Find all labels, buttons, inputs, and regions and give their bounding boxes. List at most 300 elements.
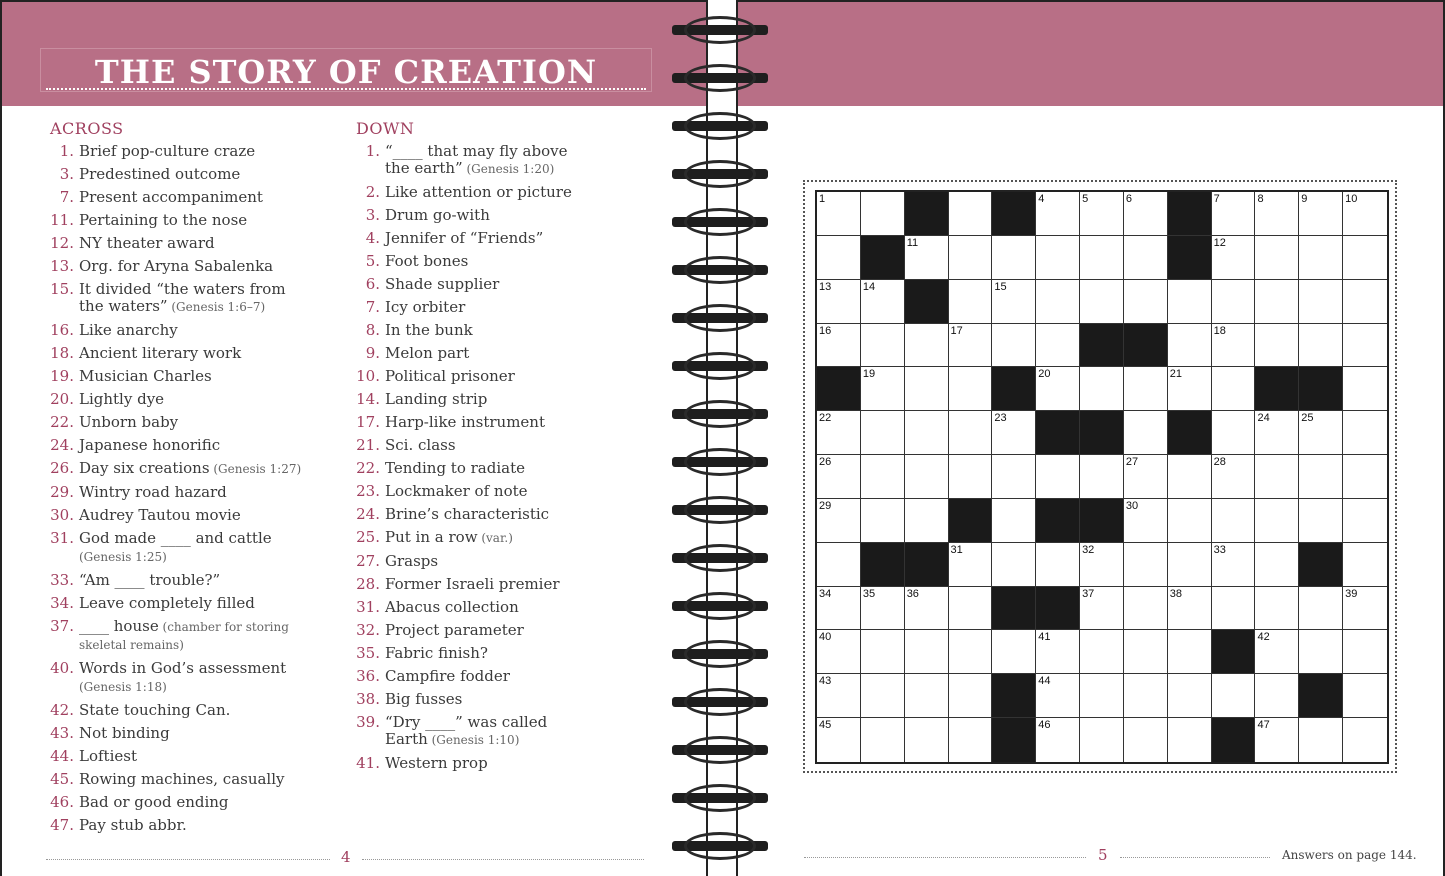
grid-cell[interactable]: [1343, 718, 1387, 762]
clue-body: Bad or good ending: [79, 793, 229, 811]
spiral-ring: [672, 454, 768, 470]
page-number-right: 5: [1098, 846, 1108, 864]
clue-number: 41.: [356, 754, 380, 772]
clue-text: [385, 391, 587, 408]
grid-cell[interactable]: [1168, 455, 1212, 499]
grid-cell[interactable]: [949, 192, 993, 236]
clue-body: It divided “the waters from the waters”: [79, 280, 286, 315]
down-clue: [352, 391, 587, 408]
grid-cell[interactable]: [1212, 543, 1256, 587]
cell-number: 33: [1213, 543, 1226, 556]
grid-cell[interactable]: [1036, 674, 1080, 718]
grid-cell[interactable]: [1343, 236, 1387, 280]
clue-text: [385, 553, 587, 570]
grid-cell[interactable]: [949, 411, 993, 455]
grid-cell-black: [817, 367, 861, 411]
clue-text: [79, 258, 306, 275]
grid-cell[interactable]: [949, 236, 993, 280]
grid-cell-black: [861, 543, 905, 587]
cell-number: 6: [1125, 193, 1133, 205]
cell-number: 44: [1038, 675, 1051, 688]
clue-text: [79, 595, 306, 612]
spiral-ring: [672, 790, 768, 806]
grid-cell[interactable]: [949, 718, 993, 762]
clue-text: [79, 166, 306, 183]
clue-number: 24.: [356, 505, 380, 523]
clue-text: [79, 794, 306, 811]
cell-number: 39: [1345, 587, 1358, 600]
grid-cell[interactable]: [861, 674, 905, 718]
spiral-ring: [672, 22, 768, 38]
grid-cell[interactable]: [1036, 718, 1080, 762]
grid-cell[interactable]: [992, 543, 1036, 587]
across-clue: [46, 258, 306, 275]
cell-number: 16: [819, 324, 832, 337]
across-clue: [46, 530, 306, 566]
grid-cell[interactable]: [861, 324, 905, 368]
grid-cell-black: [905, 280, 949, 324]
across-clue: [46, 618, 306, 654]
cell-number: 34: [819, 587, 832, 600]
across-clue: [46, 572, 306, 589]
grid-cell[interactable]: [1255, 455, 1299, 499]
across-clue: [46, 166, 306, 183]
cell-number: 26: [819, 456, 832, 469]
grid-cell[interactable]: [1212, 367, 1256, 411]
grid-cell[interactable]: [1343, 192, 1387, 236]
clue-number: 27.: [356, 552, 380, 570]
down-clue: [352, 253, 587, 270]
grid-cell[interactable]: [817, 674, 861, 718]
grid-cell[interactable]: [1212, 411, 1256, 455]
grid-cell[interactable]: [1299, 499, 1343, 543]
clue-number: 23.: [356, 482, 380, 500]
grid-cell[interactable]: [1124, 192, 1168, 236]
clue-number: 36.: [356, 667, 380, 685]
spiral-ring-loop: [684, 208, 756, 236]
grid-cell[interactable]: [1343, 455, 1387, 499]
grid-cell[interactable]: [1212, 324, 1256, 368]
clue-number: 7.: [59, 188, 74, 206]
cell-number: 23: [994, 412, 1007, 425]
clue-body: Lockmaker of note: [385, 482, 528, 500]
grid-cell[interactable]: [949, 587, 993, 631]
spiral-ring: [672, 694, 768, 710]
clue-body: Wintry road hazard: [79, 483, 227, 501]
cell-number: 24: [1257, 412, 1270, 425]
grid-cell[interactable]: [1124, 543, 1168, 587]
grid-cell[interactable]: [817, 455, 861, 499]
grid-cell[interactable]: [1168, 674, 1212, 718]
grid-cell[interactable]: [1343, 630, 1387, 674]
clue-body: In the bunk: [385, 321, 473, 339]
clue-body: Audrey Tautou movie: [79, 506, 241, 524]
clue-text: [385, 322, 587, 339]
grid-cell[interactable]: [1036, 192, 1080, 236]
grid-cell[interactable]: [1168, 367, 1212, 411]
cell-number: 46: [1038, 719, 1051, 732]
grid-cell[interactable]: [1343, 367, 1387, 411]
grid-cell[interactable]: [905, 630, 949, 674]
clue-number: 20.: [50, 390, 74, 408]
grid-cell-black: [1168, 411, 1212, 455]
grid-cell[interactable]: [905, 236, 949, 280]
clue-body: Sci. class: [385, 436, 456, 454]
spiral-ring: [672, 502, 768, 518]
grid-cell[interactable]: [905, 411, 949, 455]
across-clue-list: [46, 143, 306, 840]
grid-cell[interactable]: [861, 587, 905, 631]
spiral-ring-loop: [684, 736, 756, 764]
clue-number: 31.: [356, 598, 380, 616]
grid-cell[interactable]: [992, 236, 1036, 280]
grid-cell[interactable]: [949, 280, 993, 324]
footer-rule-right-2: [1120, 857, 1270, 858]
clue-text: [79, 235, 306, 252]
clue-text: [79, 748, 306, 765]
grid-cell[interactable]: [1299, 192, 1343, 236]
answers-note: Answers on page 144.: [1282, 848, 1417, 862]
clue-body: Campfire fodder: [385, 667, 510, 685]
clue-text: [79, 572, 306, 589]
grid-cell[interactable]: [905, 587, 949, 631]
grid-cell[interactable]: [1124, 587, 1168, 631]
down-clue: [352, 276, 587, 293]
clue-number: 6.: [365, 275, 380, 293]
down-clue: [352, 529, 587, 547]
grid-cell-black: [1255, 367, 1299, 411]
grid-cell[interactable]: [1036, 543, 1080, 587]
grid-cell[interactable]: [1255, 192, 1299, 236]
grid-cell[interactable]: [1255, 411, 1299, 455]
grid-cell[interactable]: [1080, 236, 1124, 280]
grid-cell[interactable]: [1255, 324, 1299, 368]
grid-cell[interactable]: [1343, 324, 1387, 368]
grid-cell[interactable]: [1299, 587, 1343, 631]
clue-reference: (Genesis 1:20): [462, 162, 555, 176]
cell-number: 29: [819, 499, 832, 512]
grid-cell[interactable]: [1124, 674, 1168, 718]
spiral-ring: [672, 550, 768, 566]
grid-cell[interactable]: [1168, 324, 1212, 368]
page-title: THE STORY OF CREATION: [94, 53, 598, 91]
clue-body: “____ that may fly above the earth”: [385, 142, 568, 177]
clue-body: Pay stub abbr.: [79, 816, 187, 834]
grid-cell[interactable]: [1124, 367, 1168, 411]
down-clue: [352, 230, 587, 247]
cell-number: 7: [1213, 193, 1220, 205]
grid-cell[interactable]: [949, 630, 993, 674]
grid-cell[interactable]: [1343, 674, 1387, 718]
cell-number: 25: [1301, 412, 1314, 425]
grid-cell[interactable]: [1168, 718, 1212, 762]
clue-number: 13.: [50, 257, 74, 275]
grid-cell[interactable]: [817, 543, 861, 587]
clue-body: Words in God’s assessment: [79, 659, 287, 677]
grid-cell[interactable]: [1080, 630, 1124, 674]
grid-cell[interactable]: [1124, 499, 1168, 543]
grid-cell[interactable]: [992, 280, 1036, 324]
down-clue: [352, 483, 587, 500]
grid-cell[interactable]: [1255, 280, 1299, 324]
cell-number: 8: [1257, 193, 1264, 205]
grid-cell[interactable]: [1036, 630, 1080, 674]
grid-cell[interactable]: [1036, 324, 1080, 368]
grid-cell[interactable]: [817, 630, 861, 674]
grid-cell[interactable]: [1036, 455, 1080, 499]
clue-text: [385, 345, 587, 362]
clue-reference: (var.): [477, 531, 513, 545]
spiral-ring-loop: [684, 592, 756, 620]
grid-cell-black: [1299, 367, 1343, 411]
grid-cell[interactable]: [905, 674, 949, 718]
grid-cell[interactable]: [1343, 499, 1387, 543]
grid-cell[interactable]: [817, 411, 861, 455]
grid-cell[interactable]: [1212, 236, 1256, 280]
grid-cell[interactable]: [817, 192, 861, 236]
clue-number: 30.: [50, 506, 74, 524]
grid-cell[interactable]: [905, 324, 949, 368]
clue-body: Harp-like instrument: [385, 413, 545, 431]
grid-cell[interactable]: [1124, 280, 1168, 324]
clue-text: [79, 281, 306, 316]
grid-cell[interactable]: [861, 192, 905, 236]
clue-text: [79, 507, 306, 524]
cell-number: 32: [1082, 543, 1095, 556]
down-clue: [352, 553, 587, 570]
grid-cell[interactable]: [1212, 280, 1256, 324]
clue-body: Predestined outcome: [79, 165, 241, 183]
grid-cell-black: [861, 236, 905, 280]
clue-body: Grasps: [385, 552, 439, 570]
grid-cell[interactable]: [1299, 236, 1343, 280]
grid-cell[interactable]: [1168, 280, 1212, 324]
clue-body: Unborn baby: [79, 413, 179, 431]
grid-cell[interactable]: [1255, 630, 1299, 674]
clue-text: [79, 437, 306, 454]
across-clue: [46, 437, 306, 454]
grid-cell[interactable]: [1255, 718, 1299, 762]
grid-cell-black: [1212, 718, 1256, 762]
grid-cell[interactable]: [1080, 367, 1124, 411]
grid-cell[interactable]: [1168, 543, 1212, 587]
clue-number: 37.: [50, 617, 74, 635]
down-clue: [352, 207, 587, 224]
cell-number: 20: [1038, 368, 1051, 381]
clue-number: 5.: [365, 252, 380, 270]
grid-cell[interactable]: [1299, 280, 1343, 324]
cell-number: 14: [862, 280, 876, 293]
grid-cell-black: [905, 543, 949, 587]
clue-text: [385, 755, 587, 772]
grid-cell[interactable]: [817, 587, 861, 631]
grid-cell[interactable]: [1168, 587, 1212, 631]
down-clue: [352, 414, 587, 431]
grid-cell[interactable]: [1299, 455, 1343, 499]
grid-cell[interactable]: [1212, 499, 1256, 543]
clue-number: 40.: [50, 659, 74, 677]
clue-number: 10.: [356, 367, 380, 385]
grid-cell[interactable]: [949, 543, 993, 587]
grid-cell[interactable]: [861, 630, 905, 674]
clue-body: Pertaining to the nose: [79, 211, 248, 229]
grid-cell[interactable]: [1124, 411, 1168, 455]
grid-cell-black: [1168, 192, 1212, 236]
grid-cell[interactable]: [1212, 192, 1256, 236]
spiral-ring: [672, 262, 768, 278]
grid-cell[interactable]: [1212, 587, 1256, 631]
grid-cell[interactable]: [861, 499, 905, 543]
clue-body: Tending to radiate: [385, 459, 525, 477]
clue-text: [385, 668, 587, 685]
grid-cell[interactable]: [1080, 192, 1124, 236]
clue-body: Brine’s characteristic: [385, 505, 550, 523]
clue-text: [79, 322, 306, 339]
grid-cell[interactable]: [992, 630, 1036, 674]
across-clue: [46, 702, 306, 719]
clue-number: 18.: [50, 344, 74, 362]
across-clue: [46, 660, 306, 696]
down-clue: [352, 345, 587, 362]
grid-cell[interactable]: [1036, 280, 1080, 324]
cell-number: 22: [819, 412, 832, 425]
cell-number: 40: [819, 631, 832, 644]
clue-text: [79, 817, 306, 834]
grid-cell[interactable]: [1124, 236, 1168, 280]
grid-cell[interactable]: [817, 324, 861, 368]
clue-body: NY theater award: [79, 234, 215, 252]
clue-number: 1.: [365, 142, 380, 160]
grid-cell[interactable]: [905, 718, 949, 762]
grid-cell[interactable]: [1255, 587, 1299, 631]
clue-number: 16.: [50, 321, 74, 339]
grid-cell[interactable]: [992, 411, 1036, 455]
grid-cell[interactable]: [1299, 324, 1343, 368]
clue-body: Shade supplier: [385, 275, 500, 293]
grid-cell[interactable]: [949, 367, 993, 411]
cell-number: 37: [1082, 587, 1095, 600]
across-clue: [46, 143, 306, 160]
grid-cell[interactable]: [992, 455, 1036, 499]
grid-cell[interactable]: [1080, 718, 1124, 762]
grid-cell[interactable]: [1255, 674, 1299, 718]
grid-cell[interactable]: [1212, 674, 1256, 718]
grid-cell[interactable]: [949, 455, 993, 499]
grid-cell-black: [1080, 324, 1124, 368]
grid-cell[interactable]: [905, 455, 949, 499]
grid-cell[interactable]: [1080, 587, 1124, 631]
clue-body: “Am ____ trouble?”: [79, 571, 221, 589]
clue-text: [385, 368, 587, 385]
clue-text: [79, 484, 306, 501]
spiral-ring: [672, 310, 768, 326]
grid-cell-black: [1080, 499, 1124, 543]
grid-cell[interactable]: [1255, 499, 1299, 543]
grid-cell[interactable]: [1080, 280, 1124, 324]
spiral-ring-loop: [684, 448, 756, 476]
grid-cell[interactable]: [1343, 411, 1387, 455]
grid-cell[interactable]: [905, 499, 949, 543]
grid-cell[interactable]: [1124, 718, 1168, 762]
across-clue: [46, 391, 306, 408]
grid-cell[interactable]: [1036, 236, 1080, 280]
grid-cell-black: [1299, 543, 1343, 587]
grid-cell[interactable]: [817, 236, 861, 280]
grid-cell[interactable]: [1124, 455, 1168, 499]
grid-cell[interactable]: [1080, 455, 1124, 499]
clue-number: 39.: [356, 713, 380, 731]
down-clue: [352, 184, 587, 201]
grid-cell[interactable]: [1299, 411, 1343, 455]
grid-cell[interactable]: [861, 455, 905, 499]
grid-cell[interactable]: [1343, 543, 1387, 587]
clue-body: Former Israeli premier: [385, 575, 560, 593]
grid-cell[interactable]: [1255, 543, 1299, 587]
clue-body: Put in a row: [385, 528, 478, 546]
grid-cell[interactable]: [1343, 587, 1387, 631]
grid-cell[interactable]: [861, 411, 905, 455]
grid-cell[interactable]: [861, 280, 905, 324]
clue-body: Org. for Aryna Sabalenka: [79, 257, 274, 275]
grid-cell[interactable]: [1168, 499, 1212, 543]
clue-reference: (chamber for storing skeletal remains): [79, 620, 289, 652]
grid-cell[interactable]: [992, 499, 1036, 543]
grid-cell[interactable]: [1124, 630, 1168, 674]
grid-cell[interactable]: [1299, 630, 1343, 674]
clue-text: [79, 189, 306, 206]
grid-cell[interactable]: [861, 367, 905, 411]
grid-cell[interactable]: [949, 324, 993, 368]
spiral-ring-loop: [684, 352, 756, 380]
grid-cell[interactable]: [949, 674, 993, 718]
down-clue: [352, 437, 587, 454]
grid-cell[interactable]: [861, 718, 905, 762]
grid-cell[interactable]: [817, 718, 861, 762]
grid-cell[interactable]: [1080, 543, 1124, 587]
clue-body: Leave completely filled: [79, 594, 255, 612]
clue-number: 33.: [50, 571, 74, 589]
clue-number: 11.: [50, 211, 74, 229]
clue-text: [385, 691, 587, 708]
down-clue-list: [352, 143, 587, 778]
cell-number: 17: [950, 324, 963, 337]
clue-number: 15.: [50, 280, 74, 298]
grid-cell[interactable]: [1255, 236, 1299, 280]
clue-number: 38.: [356, 690, 380, 708]
grid-cell[interactable]: [905, 367, 949, 411]
grid-cell-black: [1036, 587, 1080, 631]
grid-cell[interactable]: [1168, 630, 1212, 674]
grid-cell[interactable]: [817, 499, 861, 543]
grid-cell[interactable]: [1212, 455, 1256, 499]
spiral-ring-loop: [684, 112, 756, 140]
spiral-ring-loop: [684, 256, 756, 284]
grid-cell[interactable]: [1299, 718, 1343, 762]
clue-number: 7.: [365, 298, 380, 316]
grid-cell[interactable]: [1036, 367, 1080, 411]
cell-number: 28: [1213, 456, 1226, 469]
cell-number: 5: [1082, 193, 1089, 205]
clue-number: 35.: [356, 644, 380, 662]
clue-body: Lightly dye: [79, 390, 165, 408]
footer-rule-right: [804, 857, 1086, 858]
grid-cell[interactable]: [1343, 280, 1387, 324]
clue-text: [385, 184, 587, 201]
clue-number: 19.: [50, 367, 74, 385]
grid-cell[interactable]: [992, 324, 1036, 368]
grid-cell[interactable]: [1080, 674, 1124, 718]
grid-cell[interactable]: [817, 280, 861, 324]
